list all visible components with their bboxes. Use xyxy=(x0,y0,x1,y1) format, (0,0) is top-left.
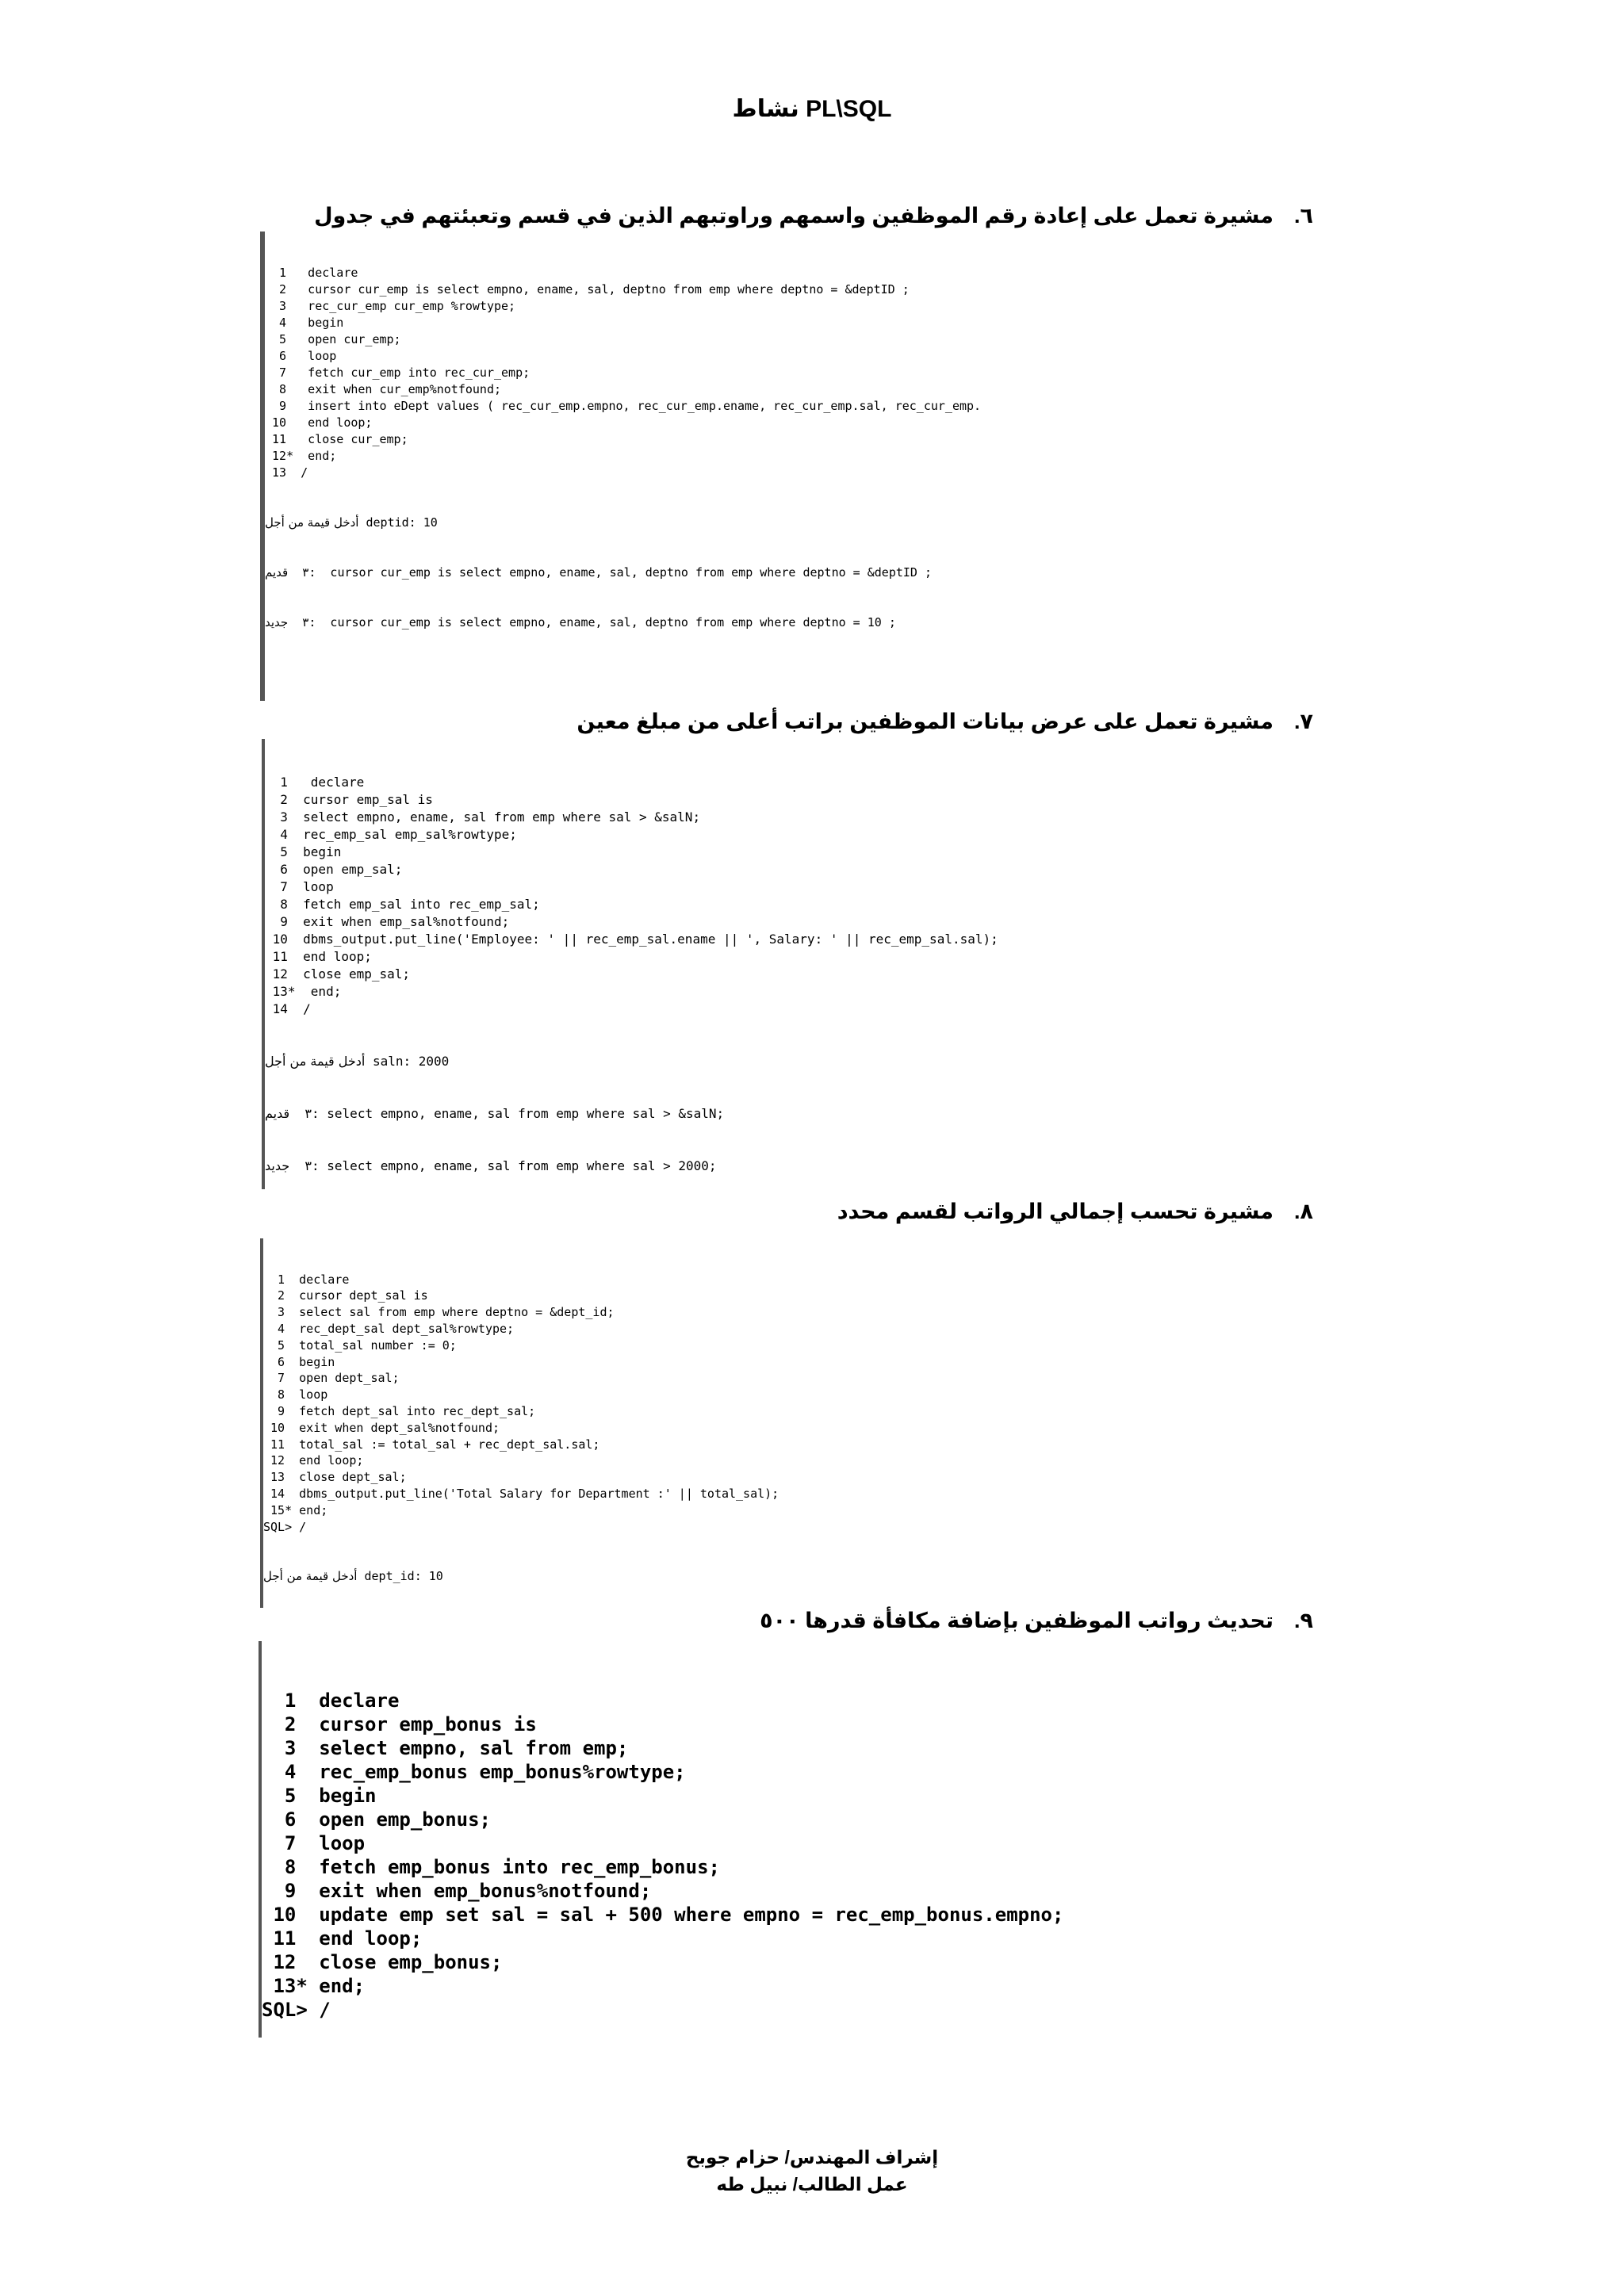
code-line: 10 exit when dept_sal%notfound; xyxy=(263,1420,500,1435)
code-line: 8 fetch emp_bonus into rec_emp_bonus; xyxy=(262,1856,720,1878)
code-line: 13* end; xyxy=(265,984,342,999)
sqlplus-console-q9 xyxy=(259,1641,1293,2038)
code-line: 4 rec_emp_sal emp_sal%rowtype; xyxy=(265,827,517,842)
substitution-prompt: أدخل قيمة من أجل saln: 2000 xyxy=(265,1054,450,1069)
code-line: SQL> / xyxy=(263,1519,307,1534)
code-line: 8 exit when cur_emp%notfound; xyxy=(265,382,502,396)
code-listing xyxy=(265,265,1216,481)
code-line: 4 rec_dept_sal dept_sal%rowtype; xyxy=(263,1321,515,1336)
code-line: 2 cursor cur_emp is select empno, ename, sal, deptno from emp where deptno = &deptID ; xyxy=(265,282,910,297)
code-line: 12 close emp_sal; xyxy=(265,966,411,982)
code-line: 9 exit when emp_sal%notfound; xyxy=(265,914,510,929)
code-line: 2 cursor emp_bonus is xyxy=(262,1713,537,1735)
code-line: 8 loop xyxy=(263,1387,328,1402)
question-text: مشيرة تعمل على عرض بيانات الموظفين براتب أعلى من مبلغ معين xyxy=(576,710,1274,733)
code-line: 11 end loop; xyxy=(262,1927,423,1950)
question-6 xyxy=(314,201,1313,230)
code-line: 13 / xyxy=(265,465,308,480)
sqlplus-console-q8 xyxy=(260,1238,1215,1608)
code-line: 5 begin xyxy=(262,1785,377,1807)
sqlplus-console-q6 xyxy=(260,232,1216,701)
sqlplus-console-q7 xyxy=(262,739,1216,1189)
question-text: مشيرة تعمل على إعادة رقم الموظفين واسمهم وراوتبهم الذين في قسم وتعبئتهم في جدول xyxy=(314,204,1274,228)
question-number: ٧. xyxy=(1294,710,1313,733)
question-number: ٨. xyxy=(1294,1200,1313,1223)
code-line: 7 open dept_sal; xyxy=(263,1371,400,1386)
code-listing xyxy=(263,1272,1215,1536)
code-line: 3 select empno, sal from emp; xyxy=(262,1737,629,1759)
code-line: 6 open emp_sal; xyxy=(265,862,403,877)
code-line: 12 end loop; xyxy=(263,1453,364,1468)
question-text: تحديث رواتب الموظفين بإضافة مكافأة قدرها ٥٠٠ xyxy=(760,1609,1274,1632)
code-line: 6 loop xyxy=(265,349,337,363)
code-line: 11 total_sal := total_sal + rec_dept_sal.sal; xyxy=(263,1437,600,1452)
supervisor-credit: إشراف المهندس/ حزام جوبح xyxy=(685,2147,939,2168)
code-line: 1 declare xyxy=(263,1272,350,1287)
code-line: 1 declare xyxy=(265,775,365,790)
page-title: نشاط PL\SQL xyxy=(732,96,892,122)
new-line: ٣ جديد : select empno, ename, sal from emp where sal > 2000; xyxy=(265,1158,717,1173)
code-line: 14 / xyxy=(265,1001,311,1016)
code-line: 4 begin xyxy=(265,316,344,330)
code-line: 1 declare xyxy=(262,1689,400,1712)
question-number: ٦. xyxy=(1294,204,1313,228)
new-line: ٣ جديد : cursor cur_emp is select empno, ename, sal, deptno from emp where deptno = 10 ; xyxy=(265,615,896,629)
code-line: 7 loop xyxy=(262,1832,366,1854)
student-credit: عمل الطالب/ نبيل طه xyxy=(716,2174,908,2195)
code-line: 3 rec_cur_emp cur_emp %rowtype; xyxy=(265,299,516,313)
code-line: 3 select empno, ename, sal from emp where sal > &salN; xyxy=(265,809,701,825)
code-line: 7 loop xyxy=(265,879,334,894)
code-line: 4 rec_emp_bonus emp_bonus%rowtype; xyxy=(262,1761,686,1783)
code-line: 10 update emp set sal = sal + 500 where empno = rec_emp_bonus.empno; xyxy=(262,1904,1064,1926)
code-line: 6 begin xyxy=(263,1354,335,1369)
question-8 xyxy=(837,1197,1313,1226)
code-line: 11 end loop; xyxy=(265,949,372,964)
code-line: 5 open cur_emp; xyxy=(265,332,401,346)
substitution-prompt: أدخل قيمة من أجل deptid: 10 xyxy=(265,515,438,530)
code-line: 12* end; xyxy=(265,449,337,463)
code-line: 2 cursor dept_sal is xyxy=(263,1288,428,1303)
code-line: 3 select sal from emp where deptno = &dept_id; xyxy=(263,1305,615,1320)
old-line: ٣ قديم : cursor cur_emp is select empno, ename, sal, deptno from emp where deptno = &deptID ; xyxy=(265,565,933,580)
code-line: 15* end; xyxy=(263,1502,328,1517)
old-line: ٣ قديم : select empno, ename, sal from emp where sal > &salN; xyxy=(265,1106,725,1121)
code-line: 9 exit when emp_bonus%notfound; xyxy=(262,1880,652,1902)
code-line: 9 fetch dept_sal into rec_dept_sal; xyxy=(263,1403,536,1418)
question-9 xyxy=(760,1606,1313,1635)
code-line: 7 fetch cur_emp into rec_cur_emp; xyxy=(265,365,530,380)
code-line: 5 begin xyxy=(265,844,342,859)
question-7 xyxy=(576,707,1313,736)
question-number: ٩. xyxy=(1294,1609,1313,1632)
code-listing xyxy=(262,1689,1293,2022)
code-line: 10 end loop; xyxy=(265,415,373,430)
code-line: 13* end; xyxy=(262,1975,366,1997)
code-line: 13 close dept_sal; xyxy=(263,1470,407,1485)
substitution-prompt: أدخل قيمة من أجل dept_id: 10 xyxy=(263,1568,443,1583)
code-line: 11 close cur_emp; xyxy=(265,432,408,446)
code-line: 6 open emp_bonus; xyxy=(262,1808,491,1831)
code-line: 14 dbms_output.put_line('Total Salary for Department :' || total_sal); xyxy=(263,1486,779,1501)
question-text: مشيرة تحسب إجمالي الرواتب لقسم محدد xyxy=(837,1200,1274,1223)
code-line: 2 cursor emp_sal is xyxy=(265,792,433,807)
code-line: 5 total_sal number := 0; xyxy=(263,1337,457,1353)
code-line: 8 fetch emp_sal into rec_emp_sal; xyxy=(265,897,540,912)
code-listing xyxy=(265,774,1216,1018)
code-line: SQL> / xyxy=(262,1999,331,2021)
code-line: 12 close emp_bonus; xyxy=(262,1951,503,1973)
code-line: 1 declare xyxy=(265,266,358,280)
code-line: 9 insert into eDept values ( rec_cur_emp.empno, rec_cur_emp.ename, rec_cur_emp.sal, rec_cur_emp. xyxy=(265,399,982,413)
code-line: 10 dbms_output.put_line('Employee: ' || rec_emp_sal.ename || ', Salary: ' || rec_emp_sal.sal); xyxy=(265,932,998,947)
